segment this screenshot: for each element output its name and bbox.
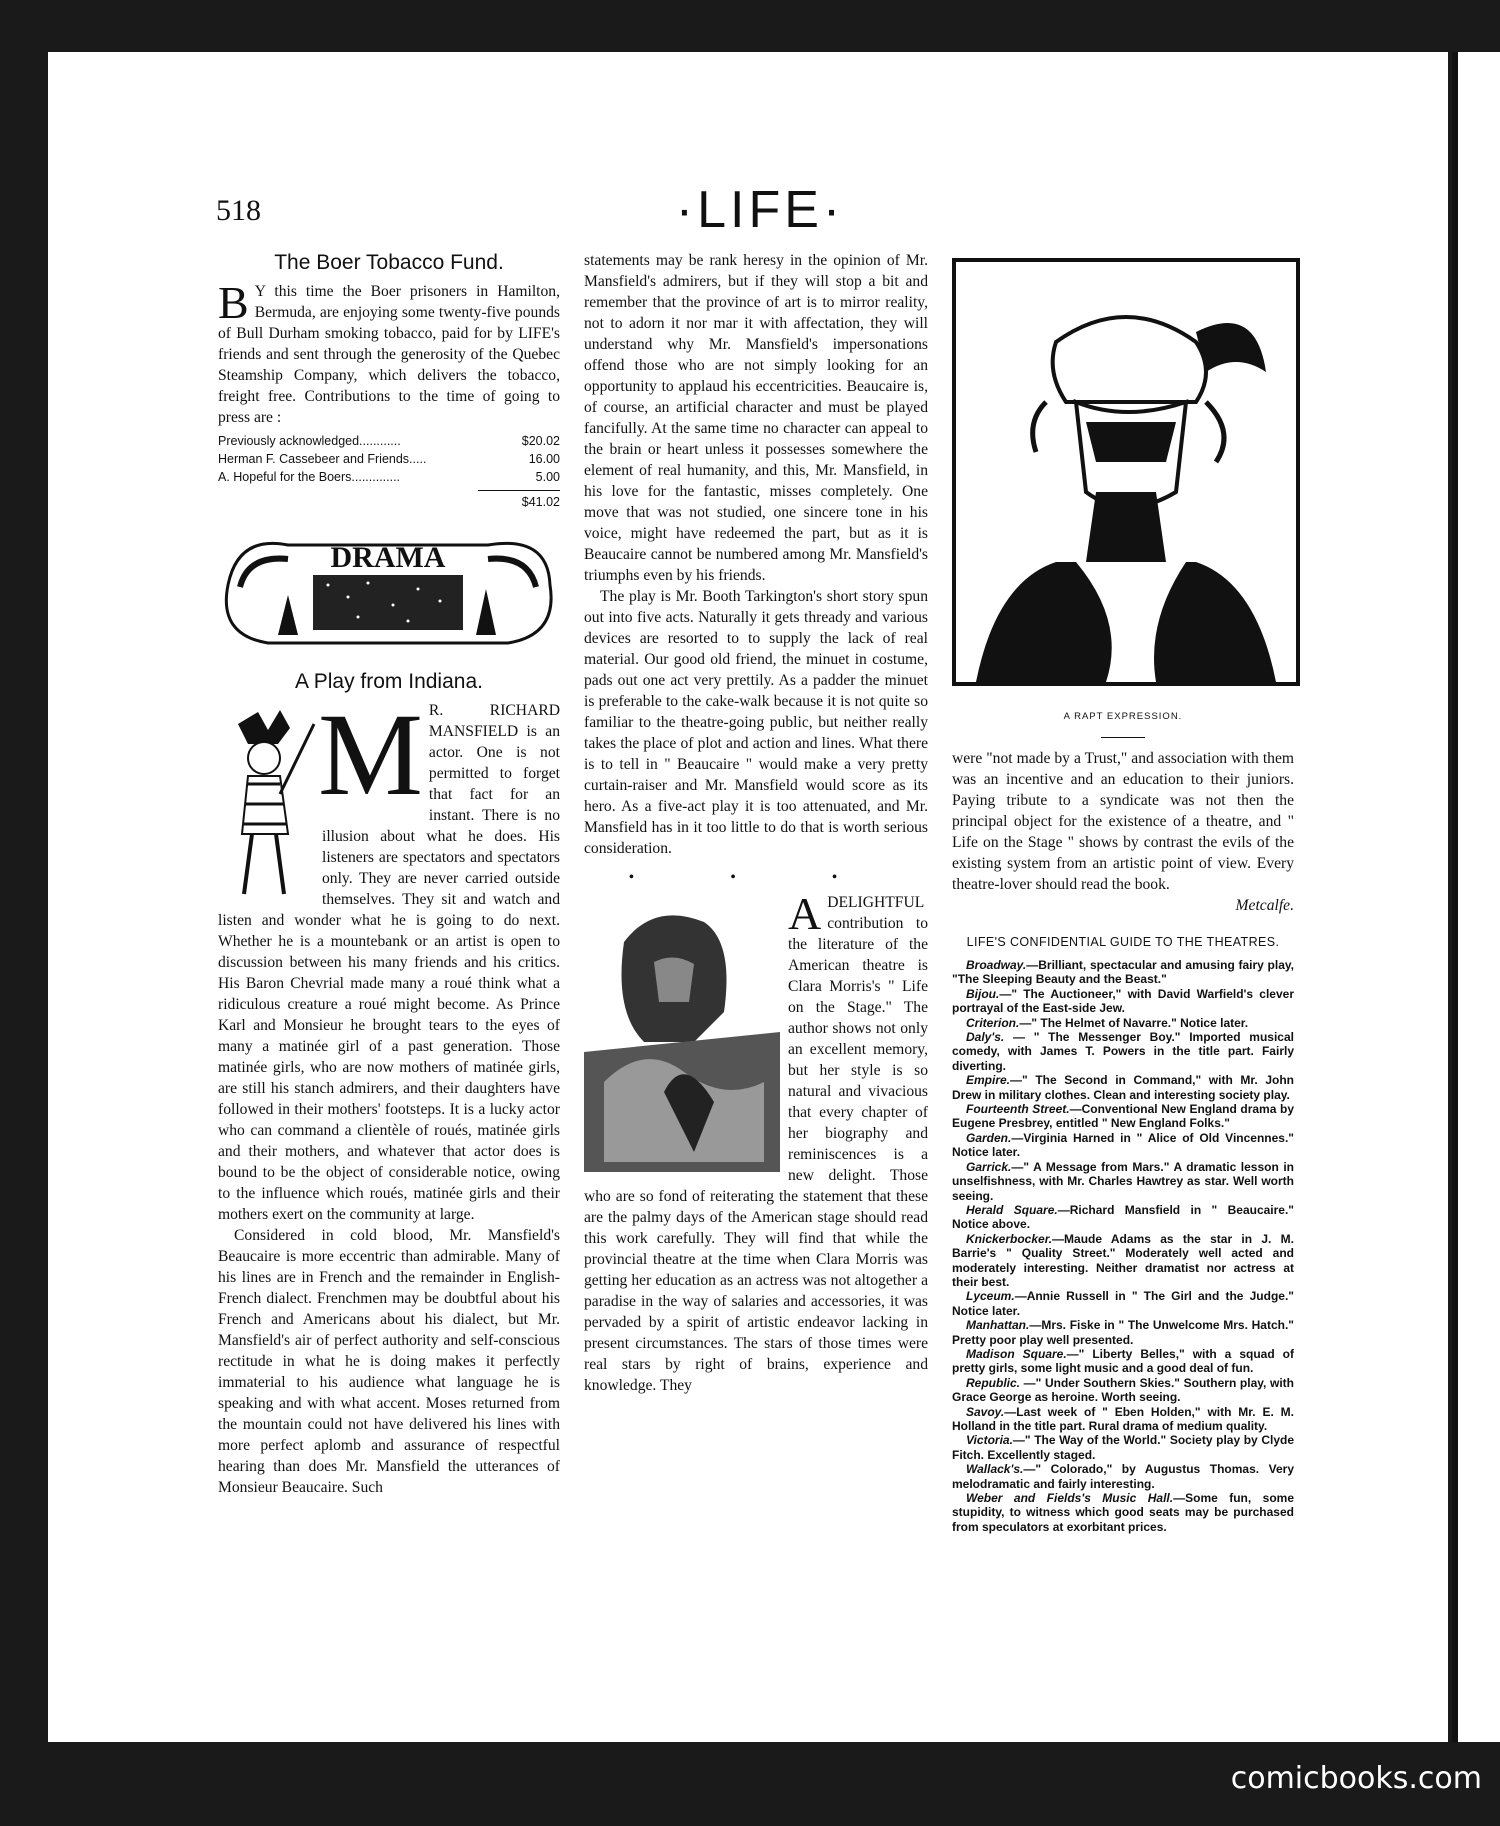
play-paragraph-3: statements may be rank heresy in the opinion of Mr. Mansfield's admirers, but if they will stop a bit and remember that the province of art is to mirror reality, not to adorn it nor mar it with affectation, they will understand why Mr. Mansfield's impersonations offend those who are not simply looking for an opportunity to applaud his eccentricities. Beaucaire is, of course, an artificial character and must be played fancifully. At the same time no character can appeal to the brain or heart unless it possesses somewhere the element of real humanity, and this, Mr. Mansfield, in his love for the fantastic, misses completely. One move that was not studied, one sincere tone in his voice, might have redeemed the part, but as it is Beaucaire cannot be numbered among Mr. Mansfield's triumphs even by his friends. — [584, 252, 928, 584]
masthead-title: ·LIFE· — [675, 181, 845, 239]
guide-entry: Madison Square.—" Liberty Belles," with a squad of pretty girls, some light music and a good deal of fun. — [952, 1346, 1294, 1376]
guide-entry: Herald Square.—Richard Mansfield in " Beaucaire." Notice above. — [952, 1202, 1295, 1232]
play-review-body — [218, 689, 560, 1498]
ledger-row: A. Hopeful for the Boers.............. 5.00 — [218, 470, 560, 484]
page-number: 518 — [216, 194, 261, 227]
theatre-guide-list — [952, 958, 1294, 1534]
play-paragraph-4: The play is Mr. Booth Tarkington's short story spun out into five acts. Naturally it gets thready and various devices are resorted to to supply the lack of real material. Our good old friend, the minuet in costume, pads out one act very prettily. As a padder the minuet is preferable to the cake-walk because it is not quite so familiar to the theatre-going public, but neither really takes the place of plot and action and lines. What there is to tell in " Beaucaire " would make a very pretty curtain-raiser and Mr. Mansfield would score as its hero. As a five-act play it is too attenuated, and Mr. Mansfield has in it too little to do that is worth serious consideration. — [584, 588, 928, 857]
rapt-expression-cartoon — [952, 258, 1300, 686]
review-signature-line — [952, 895, 1294, 916]
boer-dropcap: B — [218, 277, 249, 328]
guide-entry: Lyceum.—Annie Russell in " The Girl and the Judge." Notice later. — [952, 1289, 1294, 1318]
review-signature: Metcalfe. — [1235, 897, 1294, 914]
play-review-title: A Play from Indiana. — [295, 670, 483, 693]
column-right — [952, 258, 1294, 1534]
guide-entry: Broadway.—Brilliant, spectacular and amusing fairy play, "The Sleeping Beauty and the Beast." — [952, 958, 1294, 987]
play-paragraph-2: Considered in cold blood, Mr. Mansfield's Beaucaire is more eccentric than admirable. Many of his lines are in French and the remainder in English-French dialect. Frenchmen may be doubtful about his French and Americans about his dialect, but Mr. Mansfield's air of perfect authority and self-conscious rectitude in what he is doing makes it perfectly immaterial to his audience what language he is speaking and with what accent. Moses returned from the mountain could not have delivered his lines with more perfect aplomb and assurance of respectful hearing than does Mr. Mansfield the utterances of Monsieur Beaucaire. Such — [218, 1227, 560, 1496]
play-paragraph-1: R. RICHARD MANSFIELD is an actor. One is not permitted to forget that fact for an instant. There is no illusion about what he does. His listeners are spectators and spectators only. They are never carried outside themselves. They sit and watch and listen and wonder what he is going to do next. Whether he is a mountebank or an artist is open to discussion between his many friends and his critics. His Baron Chevrial made many a roué think what a ridiculous creature a roué might become. As Prince Karl and Monsieur he brought tears to the eyes of many a matinée girl of a past generation. Those matinée girls, who are now mothers of matinée girls, are still his stanch admirers, and their daughters have followed in their mothers' footsteps. It is a lucky actor who can command a clientèle of roués, matinée girls and their mothers, and whatever that actor does is bound to be the object of considerable notice, owing to the influence which roués, matinée girls and their mothers exert on the community at large. — [218, 702, 560, 1223]
guide-entry: Wallack's.—" Colorado," by Augustus Thomas. Very melodramatic and fairly interesting. — [952, 1462, 1294, 1491]
adjacent-page-edge — [1452, 52, 1500, 1742]
section-divider-dots: • • • — [628, 869, 884, 886]
column-middle — [584, 250, 928, 1396]
jester-illustration — [218, 704, 316, 904]
guide-entry: Fourteenth Street.—Conventional New England drama by Eugene Presbrey, entitled " New England Folks." — [952, 1102, 1294, 1131]
boer-text: Y this time the Boer prisoners in Hamilton, Bermuda, are enjoying some twenty-five pounds of Bull Durham smoking tobacco, paid for by LIFE's friends and sent through the generosity of the Quebec Steamship Company, which delivers the tobacco, freight free. Contributions to the time of going to press are : — [218, 283, 560, 426]
boer-fund-body — [218, 277, 560, 428]
guide-entry: Savoy.—Last week of " Eben Holden," with Mr. E. M. Holland in the title part. Rural drama of medium quality. — [952, 1404, 1294, 1433]
column-left — [218, 248, 560, 1498]
divider-rule — [1101, 737, 1145, 738]
guide-entry: Republic. —" Under Southern Skies." Southern play, with Grace George as heroine. Worth seeing. — [952, 1375, 1294, 1405]
drama-banner-illustration — [218, 525, 558, 655]
boer-fund-title: The Boer Tobacco Fund. — [274, 251, 504, 274]
morris-continuation: were "not made by a Trust," and association with them was an incentive and an education to their juniors. Paying tribute to a syndicate was not then the principal object for the existence of a theatre, and " Life on the Stage " shows by contrast the evils of the existing system from an artistic point of view. Every theatre-lover should read the book. — [952, 750, 1294, 893]
morris-dropcap: A — [788, 888, 822, 939]
watermark-link[interactable]: comicbooks.com — [1230, 1761, 1482, 1796]
contribution-ledger — [218, 432, 560, 511]
guide-entry: Garden.—Virginia Harned in " Alice of Old Vincennes." Notice later. — [952, 1130, 1294, 1160]
theatre-guide-title: LIFE'S CONFIDENTIAL GUIDE TO THE THEATRES. — [966, 935, 1280, 949]
ledger-row: Previously acknowledged............ $20.02 — [218, 434, 560, 448]
ledger-total: $41.02 — [478, 490, 560, 511]
guide-entry: Weber and Fields's Music Hall.—Some fun, some stupidity, to witness which good seats may be purchased from speculators at exorbitant prices. — [952, 1491, 1295, 1534]
guide-entry: Bijou.—" The Auctioneer," with David Warfield's clever portrayal of the East-side Jew. — [952, 986, 1294, 1016]
drama-banner-text: DRAMA — [330, 541, 446, 574]
sphinx-illustration — [584, 902, 780, 1172]
morris-text: DELIGHTFUL contribution to the literature of the American theatre is Clara Morris's " Life on the Stage." The author shows not only an excellent memory, but her style is so natural and vivacious that every chapter of her biography and reminiscences is a new delight. Those who are so fond of reiterating the statement that these are the palmy days of the American stage should read this work carefully. They will find that while the provincial theatre at the time when Clara Morris was getting her education as an actress was not altogether a paradise in the way of salaries and accessories, it was pervaded by a spirit of artistic endeavor lacking in present circumstances. The stars of those times were real stars by right of brains, experience and knowledge. They — [584, 894, 928, 1394]
ledger-row: Herman F. Cassebeer and Friends..... 16.00 — [218, 452, 560, 466]
guide-entry: Victoria.—" The Way of the World." Society play by Clyde Fitch. Excellently staged. — [952, 1433, 1294, 1462]
play-dropcap: M — [318, 689, 423, 820]
guide-entry: Manhattan.—Mrs. Fiske in " The Unwelcome Mrs. Hatch." Pretty poor play well presented. — [952, 1318, 1294, 1347]
guide-entry: Criterion.—" The Helmet of Navarre." Notice later. — [966, 1015, 1249, 1030]
guide-entry: Garrick.—" A Message from Mars." A dramatic lesson in unselfishness, with Mr. Charles Hawtrey as star. Well worth seeing. — [952, 1159, 1294, 1203]
guide-entry: Daly's. — " The Messenger Boy." Imported musical comedy, with James T. Powers in the title part. Fairly diverting. — [952, 1030, 1294, 1073]
morris-review — [584, 888, 928, 1396]
cartoon-caption: A RAPT EXPRESSION. — [1063, 711, 1183, 722]
guide-entry: Empire.—" The Second in Command," with Mr. John Drew in military clothes. Clean and interesting society play. — [952, 1073, 1294, 1102]
guide-entry: Knickerbocker.—Maude Adams as the star in J. M. Barrie's " Quality Street." Moderately well acted and moderately interesting. Neither dramatist nor actress at their best. — [952, 1231, 1294, 1289]
